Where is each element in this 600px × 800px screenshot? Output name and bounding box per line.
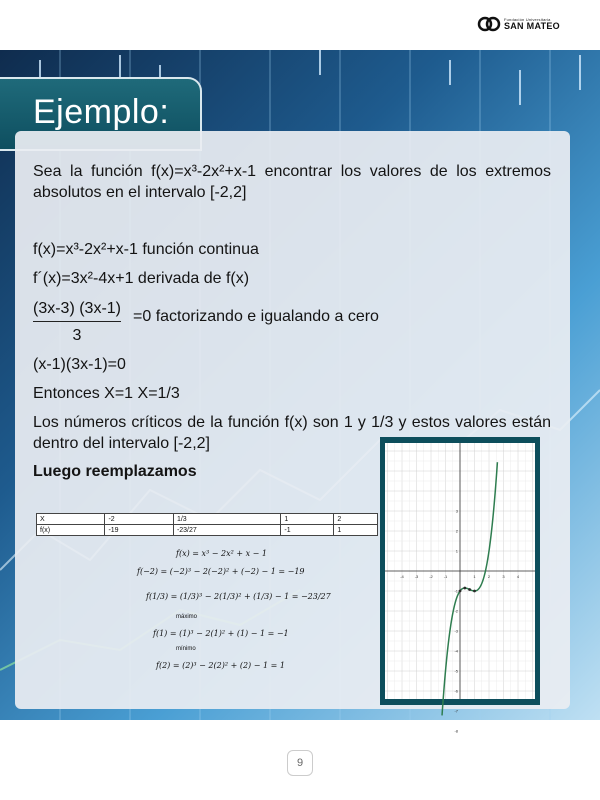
table-cell: 1 [334, 525, 378, 536]
y-tick-label: -4 [454, 648, 458, 654]
table-cell: 1/3 [173, 514, 280, 525]
fraction-numerator: (3x-3) (3x-1) [33, 300, 122, 317]
factored-line: (x-1)(3x-1)=0 [33, 356, 126, 373]
derivative-line: f´(x)=3x²-4x+1 derivada de f(x) [33, 270, 250, 287]
y-tick-label: -1 [454, 588, 458, 594]
brand-name: SAN MATEO [503, 20, 560, 31]
y-tick-label: 1 [455, 548, 458, 554]
x-tick-label: -2 [429, 574, 433, 579]
table-row [37, 525, 378, 536]
table-row [37, 514, 378, 525]
x-tick-label: 2 [487, 574, 491, 579]
intro-paragraph: Sea la función f(x)=x³-2x²+x-1 encontrar los valores de los extremos absolutos en el intervalo [-2,2] [33, 163, 551, 201]
section-title: Ejemplo: [33, 93, 170, 131]
equation-f-1: f(1) = (1)³ − 2(1)² + (1) − 1 = −1 [153, 629, 289, 638]
y-tick-label: -7 [454, 708, 458, 714]
values-table [36, 513, 378, 536]
y-tick-label: -8 [454, 728, 458, 734]
graph-point [468, 588, 471, 591]
table-cell: -23/27 [173, 525, 280, 536]
brand-small: Fundación Universitaria [503, 16, 551, 22]
function-line: f(x)=x³-2x²+x-1 función continua [33, 241, 259, 258]
y-tick-label: -3 [454, 628, 458, 634]
fraction-equals-text: =0 factorizando e igualando a cero [133, 308, 379, 325]
x-tick-label: 1 [473, 574, 476, 579]
critical-numbers-paragraph: Los números críticos de la función f(x) son 1 y 1/3 y estos valores están dentro del intervalo [-2,2] [33, 414, 551, 452]
x-tick-label: -1 [443, 574, 448, 579]
graph-point [459, 590, 462, 593]
y-tick-label: -6 [454, 688, 458, 694]
x-tick-label: -3 [414, 574, 419, 579]
table-cell: -19 [105, 525, 174, 536]
table-cell: -2 [105, 514, 174, 525]
equation-f-one-third: f(1/3) = (1/3)³ − 2(1/3)² + (1/3) − 1 = −23/27 [146, 592, 331, 601]
logo-mark-icon [478, 14, 500, 34]
table-cell: f(x) [37, 525, 105, 536]
x-tick-label: 3 [502, 574, 505, 579]
replace-heading: Luego reemplazamos [33, 463, 197, 480]
graph-point [463, 587, 466, 590]
fraction-bar [33, 321, 121, 322]
table-cell: 2 [334, 514, 378, 525]
fraction-expression [33, 299, 123, 345]
university-logo [478, 14, 560, 34]
equation-f-2: f(2) = (2)³ − 2(2)² + (2) − 1 = 1 [156, 661, 285, 670]
y-tick-label: 3 [455, 508, 458, 514]
equation-f-minus-2: f(−2) = (−2)³ − 2(−2)² + (−2) − 1 = −19 [137, 567, 305, 576]
equation-function: f(x) = x³ − 2x² + x − 1 [176, 549, 267, 558]
page-number: 9 [287, 750, 313, 776]
maximum-label: máximo [176, 614, 198, 620]
graph-point [473, 590, 476, 593]
y-tick-label: 2 [455, 528, 458, 534]
header-bar [0, 0, 600, 50]
x-tick-label: 4 [516, 574, 520, 579]
x-tick-label: -4 [400, 574, 404, 579]
table-cell: -1 [281, 525, 334, 536]
table-cell: 1 [281, 514, 334, 525]
function-graph [385, 443, 535, 734]
function-graph-frame [380, 437, 540, 734]
minimum-label: mínimo [176, 646, 196, 652]
y-tick-label: -5 [454, 668, 458, 674]
y-tick-label: -2 [454, 608, 458, 614]
solutions-line: Entonces X=1 X=1/3 [33, 385, 180, 402]
fraction-denominator: 3 [72, 327, 82, 344]
table-cell: X [37, 514, 105, 525]
